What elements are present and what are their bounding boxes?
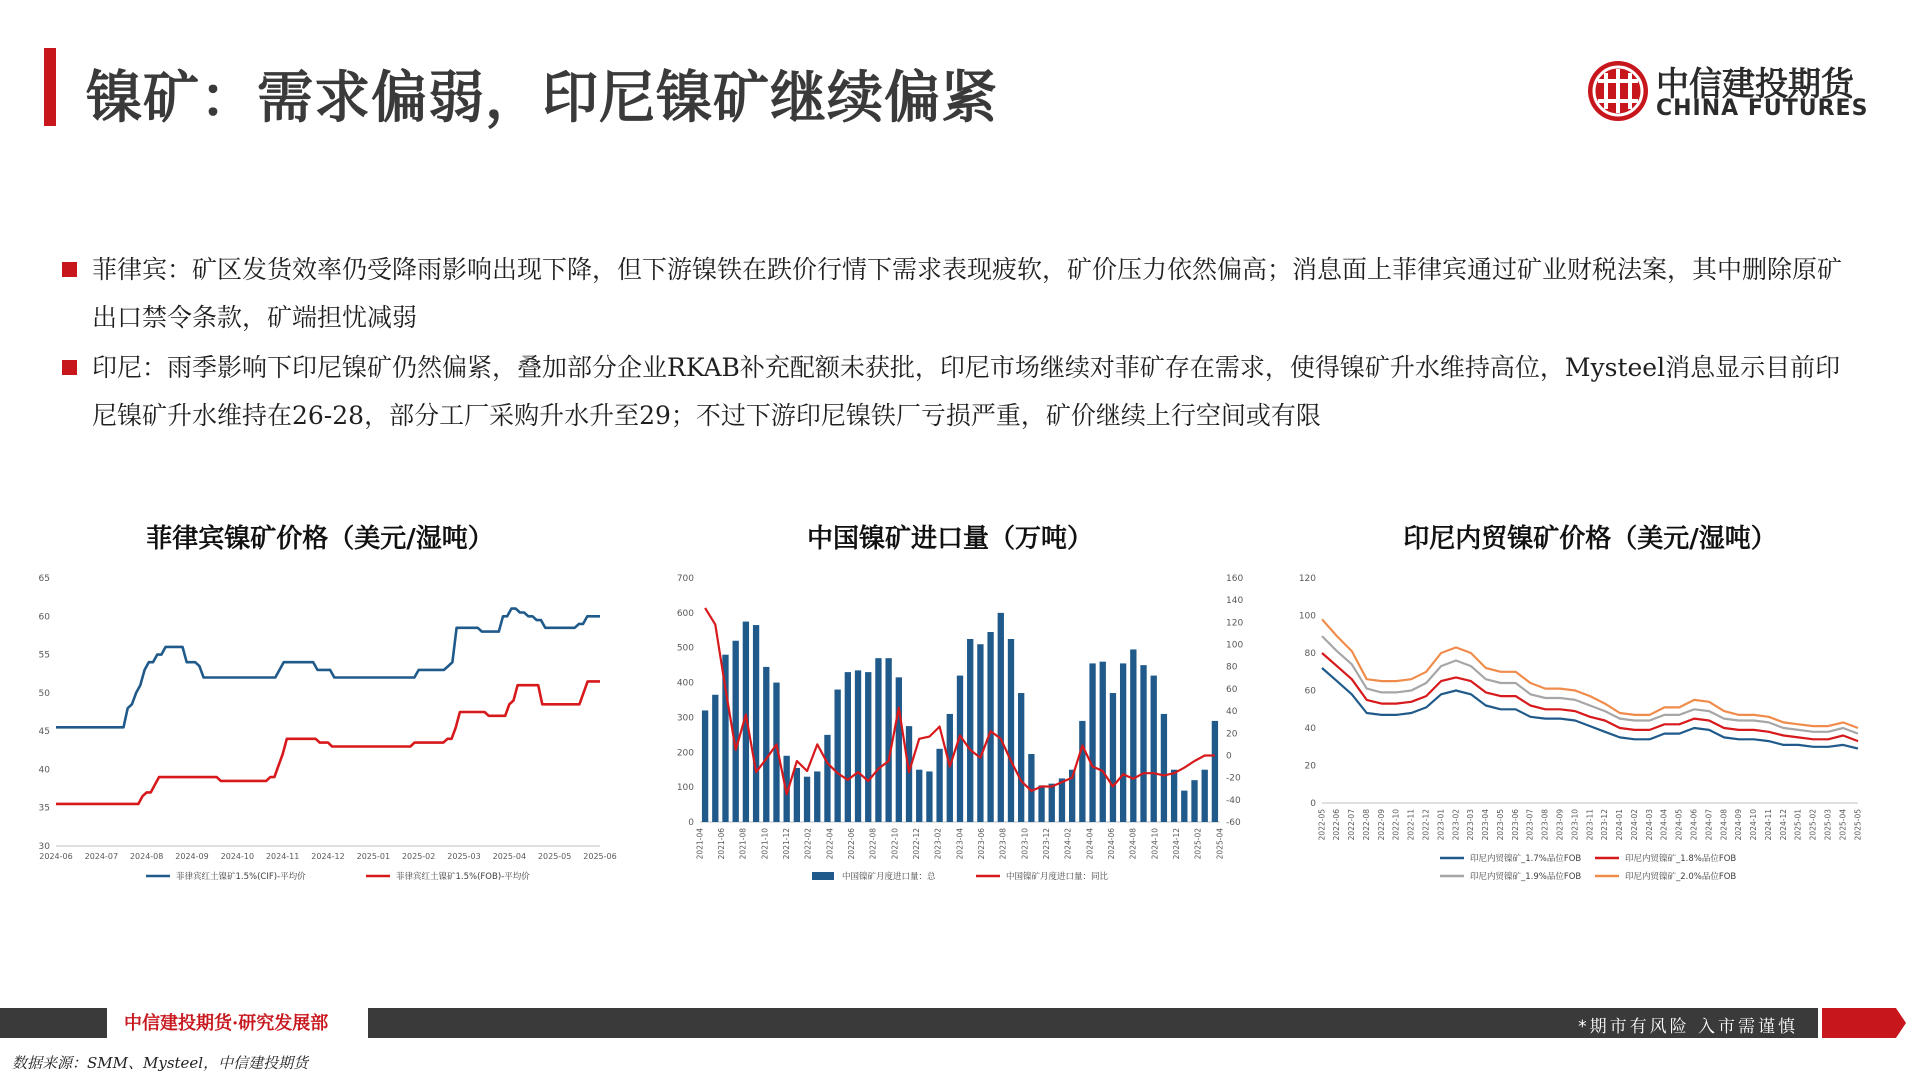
bullet-text: 印尼：雨季影响下印尼镍矿仍然偏紧，叠加部分企业RKAB补充配额未获批，印尼市场继续对菲矿存在需求，使得镍矿升水维持高位，Mysteel消息显示目前印尼镍矿升水维持在26-28，部分工厂采购升水升至29；不过下游印尼镍铁厂亏损严重，矿价继续上行空间或有限 [92, 353, 1841, 430]
bar [1100, 662, 1106, 822]
x-tick-label: 2023-12 [1600, 809, 1610, 841]
x-tick-label: 2023-10 [1020, 828, 1030, 860]
bullet-text: 菲律宾：矿区发货效率仍受降雨影响出现下降，但下游镍铁在跌价行情下需求表现疲软，矿价压力依然偏高；消息面上菲律宾通过矿业财税法案，其中删除原矿出口禁令条款，矿端担忧减弱 [92, 255, 1843, 332]
y-tick-label: 200 [676, 748, 694, 759]
legend-label: 印尼内贸镍矿_1.9%品位FOB [1470, 872, 1582, 882]
x-tick-label: 2023-09 [1555, 809, 1565, 841]
x-tick-label: 2023-10 [1570, 809, 1580, 841]
x-tick-label: 2021-10 [760, 828, 770, 860]
x-tick-label: 2023-06 [976, 828, 986, 860]
company-logo [1586, 56, 1869, 126]
x-tick-label: 2024-10 [1150, 828, 1160, 860]
x-tick-label: 2023-11 [1585, 809, 1595, 841]
bar [865, 672, 871, 822]
bar [1059, 778, 1065, 822]
legend-label: 印尼内贸镍矿_1.7%品位FOB [1470, 854, 1582, 864]
y2-tick-label: 0 [1226, 751, 1232, 762]
footer-bar [368, 1008, 1818, 1038]
y-tick-label: 30 [38, 842, 50, 852]
x-tick-label: 2023-04 [955, 828, 965, 860]
x-tick-label: 2021-08 [738, 828, 748, 860]
page-title: 镍矿：需求偏弱，印尼镍矿继续偏紧 [86, 66, 998, 131]
legend-label: 中国镍矿月度进口量：总 [842, 872, 936, 882]
x-tick-label: 2024-03 [1644, 809, 1654, 841]
x-tick-label: 2024-10 [1749, 809, 1759, 841]
bar [1181, 791, 1187, 822]
bar [957, 676, 963, 822]
y2-tick-label: 60 [1226, 684, 1238, 695]
bar [1191, 780, 1197, 822]
bar [855, 670, 861, 822]
bullet-indonesia [62, 344, 1842, 440]
x-tick-label: 2024-07 [1704, 809, 1714, 841]
y2-tick-label: 100 [1226, 640, 1244, 651]
bar [804, 777, 810, 822]
bar [1110, 693, 1116, 822]
bar [1212, 721, 1218, 822]
bar [763, 667, 769, 822]
y-tick-label: 35 [38, 803, 50, 814]
x-tick-label: 2023-08 [1540, 809, 1550, 841]
legend-label: 菲律宾红土镍矿1.5%(FOB)-平均价 [396, 872, 530, 882]
data-source: 数据来源：SMM、Mysteel，中信建投期货 [12, 1054, 309, 1072]
bar [1018, 693, 1024, 822]
x-tick-label: 2022-08 [1361, 809, 1371, 841]
bar [1130, 649, 1136, 822]
legend-label: 中国镍矿月度进口量：同比 [1006, 872, 1109, 882]
x-tick-label: 2024-04 [1659, 809, 1669, 841]
x-tick-label: 2024-09 [175, 852, 209, 861]
bar [916, 770, 922, 822]
y-tick-label: 400 [676, 678, 694, 689]
bar [1079, 721, 1085, 822]
x-tick-label: 2024-11 [265, 852, 300, 861]
bar [967, 639, 973, 822]
x-tick-label: 2024-08 [129, 852, 164, 861]
footer-bar-left [0, 1008, 107, 1038]
x-tick-label: 2022-11 [1406, 809, 1416, 841]
y-tick-label: 50 [38, 688, 50, 699]
x-tick-label: 2021-04 [695, 828, 705, 860]
x-tick-label: 2024-08 [1719, 809, 1729, 841]
logo-text-cn: 中信建投期货 [1656, 64, 1854, 103]
x-tick-label: 2025-04 [1838, 809, 1848, 841]
bullet-square-icon [62, 262, 77, 277]
x-tick-label: 2024-06 [1106, 828, 1116, 860]
bar [1089, 663, 1095, 822]
bar [926, 771, 932, 822]
x-tick-label: 2022-08 [868, 828, 878, 860]
y-tick-label: 40 [38, 765, 50, 776]
x-tick-label: 2024-04 [1085, 828, 1095, 860]
x-tick-label: 2025-02 [401, 852, 436, 861]
x-tick-label: 2024-12 [311, 852, 345, 861]
bar [702, 710, 708, 822]
y-tick-label: 55 [38, 650, 50, 661]
x-tick-label: 2023-03 [1466, 809, 1476, 841]
bar [1171, 770, 1177, 822]
x-tick-label: 2025-04 [492, 852, 527, 861]
logo-emblem-icon [1586, 59, 1650, 123]
logo-text-en: CHINA FUTURES [1656, 96, 1869, 121]
y-tick-label: 120 [1298, 574, 1316, 584]
x-tick-label: 2025-01 [356, 852, 391, 861]
series-line [56, 609, 600, 728]
x-tick-label: 2025-02 [1808, 809, 1818, 841]
legend-label: 菲律宾红土镍矿1.5%(CIF)-平均价 [176, 872, 306, 882]
x-tick-label: 2024-01 [1615, 809, 1625, 841]
footer-arrow-icon [1822, 1008, 1906, 1038]
x-tick-label: 2024-06 [1689, 809, 1699, 841]
chart-title-philippines: 菲律宾镍矿价格（美元/湿吨） [146, 524, 494, 554]
x-tick-label: 2025-02 [1193, 828, 1203, 860]
bar [896, 677, 902, 822]
x-tick-label: 2025-04 [1215, 828, 1225, 860]
bar [1151, 676, 1157, 822]
x-tick-label: 2023-01 [1436, 809, 1446, 841]
bar [998, 613, 1004, 822]
x-tick-label: 2024-10 [220, 852, 255, 861]
footer-org: 中信建投期货·研究发展部 [124, 1013, 329, 1034]
bullet-list [62, 246, 1842, 440]
x-tick-label: 2023-04 [1481, 809, 1491, 841]
x-tick-label: 2023-02 [1451, 809, 1461, 841]
y2-tick-label: 120 [1226, 618, 1244, 629]
x-tick-label: 2022-10 [1391, 809, 1401, 841]
bar [987, 632, 993, 822]
y-tick-label: 20 [1304, 761, 1316, 772]
x-tick-label: 2023-07 [1525, 809, 1535, 841]
bar [712, 695, 718, 822]
x-tick-label: 2025-01 [1793, 809, 1803, 841]
y2-tick-label: -20 [1226, 773, 1241, 784]
x-tick-label: 2022-06 [846, 828, 856, 860]
legend-swatch [812, 872, 834, 880]
x-tick-label: 2025-03 [447, 852, 481, 861]
x-tick-label: 2023-06 [1510, 809, 1520, 841]
y-tick-label: 40 [1304, 724, 1316, 734]
x-tick-label: 2022-04 [825, 828, 835, 860]
x-tick-label: 2023-12 [1041, 828, 1051, 860]
x-tick-label: 2024-12 [1778, 809, 1788, 841]
x-tick-label: 2022-12 [911, 828, 921, 860]
y-tick-label: 45 [38, 727, 50, 738]
chart-title-indonesia: 印尼内贸镍矿价格（美元/湿吨） [1403, 524, 1777, 554]
x-tick-label: 2024-08 [1128, 828, 1138, 860]
legend-label: 印尼内贸镍矿_2.0%品位FOB [1625, 872, 1737, 882]
y-tick-label: 65 [38, 574, 50, 584]
x-tick-label: 2023-02 [933, 828, 943, 860]
footer-risk-warning: *期市有风险 入市需谨慎 [1578, 1017, 1798, 1037]
x-tick-label: 2024-05 [1674, 809, 1684, 841]
chart-philippines-ore-price [30, 570, 630, 890]
bar [824, 735, 830, 822]
y2-tick-label: 40 [1226, 707, 1238, 718]
y-tick-label: 80 [1304, 649, 1316, 659]
x-tick-label: 2025-03 [1823, 809, 1833, 841]
x-tick-label: 2025-05 [537, 852, 572, 861]
chart-indonesia-ore-price [1290, 570, 1890, 890]
bar [977, 644, 983, 822]
bar [1202, 770, 1208, 822]
series-line [56, 681, 600, 804]
bar [1049, 784, 1055, 822]
x-tick-label: 2021-06 [716, 828, 726, 860]
bar [1008, 639, 1014, 822]
series-line [1322, 619, 1858, 728]
y-tick-label: 600 [676, 608, 694, 619]
bar [885, 658, 891, 822]
y-tick-label: 300 [676, 713, 694, 724]
bar [834, 690, 840, 822]
bar [753, 625, 759, 822]
bar [906, 726, 912, 822]
x-tick-label: 2024-09 [1734, 809, 1744, 841]
bullet-square-icon [62, 360, 77, 375]
y-tick-label: 0 [688, 818, 694, 828]
bar [1120, 663, 1126, 822]
bar [1140, 665, 1146, 822]
x-tick-label: 2024-02 [1063, 828, 1073, 860]
legend-label: 印尼内贸镍矿_1.8%品位FOB [1625, 854, 1737, 864]
x-tick-label: 2025-06 [583, 852, 617, 861]
y2-tick-label: 80 [1226, 662, 1238, 673]
x-tick-label: 2024-06 [39, 852, 73, 861]
chart-china-ore-imports [660, 570, 1260, 890]
x-tick-label: 2024-12 [1171, 828, 1181, 860]
x-tick-label: 2022-10 [890, 828, 900, 860]
y-tick-label: 700 [676, 574, 694, 584]
y-tick-label: 100 [1298, 611, 1316, 622]
x-tick-label: 2024-11 [1763, 809, 1773, 841]
x-tick-label: 2023-05 [1495, 809, 1505, 841]
bar [1161, 714, 1167, 822]
bullet-philippines [62, 246, 1842, 342]
bar [947, 714, 953, 822]
y-tick-label: 100 [676, 783, 694, 794]
y-tick-label: 60 [38, 612, 50, 623]
x-tick-label: 2022-12 [1421, 809, 1431, 841]
y2-tick-label: 20 [1226, 729, 1238, 740]
bar [1038, 785, 1044, 822]
chart-title-china-import: 中国镍矿进口量（万吨） [806, 524, 1093, 554]
x-tick-label: 2022-02 [803, 828, 813, 860]
bar [845, 672, 851, 822]
y-tick-label: 500 [676, 643, 694, 654]
x-tick-label: 2025-05 [1853, 809, 1863, 841]
y2-tick-label: -40 [1226, 795, 1241, 806]
y2-tick-label: -60 [1226, 818, 1241, 828]
y2-tick-label: 160 [1226, 574, 1244, 584]
x-tick-label: 2022-07 [1347, 809, 1357, 841]
bar [814, 771, 820, 822]
y2-tick-label: 140 [1226, 596, 1244, 607]
x-tick-label: 2024-07 [84, 852, 119, 861]
title-accent-bar [44, 48, 56, 126]
x-tick-label: 2022-09 [1376, 809, 1386, 841]
x-tick-label: 2022-05 [1317, 809, 1327, 841]
x-tick-label: 2021-12 [781, 828, 791, 860]
bar [875, 658, 881, 822]
bar [936, 749, 942, 822]
y-tick-label: 60 [1304, 686, 1316, 697]
bar [794, 768, 800, 822]
x-tick-label: 2022-06 [1332, 809, 1342, 841]
x-tick-label: 2023-08 [998, 828, 1008, 860]
x-tick-label: 2024-02 [1629, 809, 1639, 841]
y-tick-label: 0 [1310, 799, 1316, 809]
